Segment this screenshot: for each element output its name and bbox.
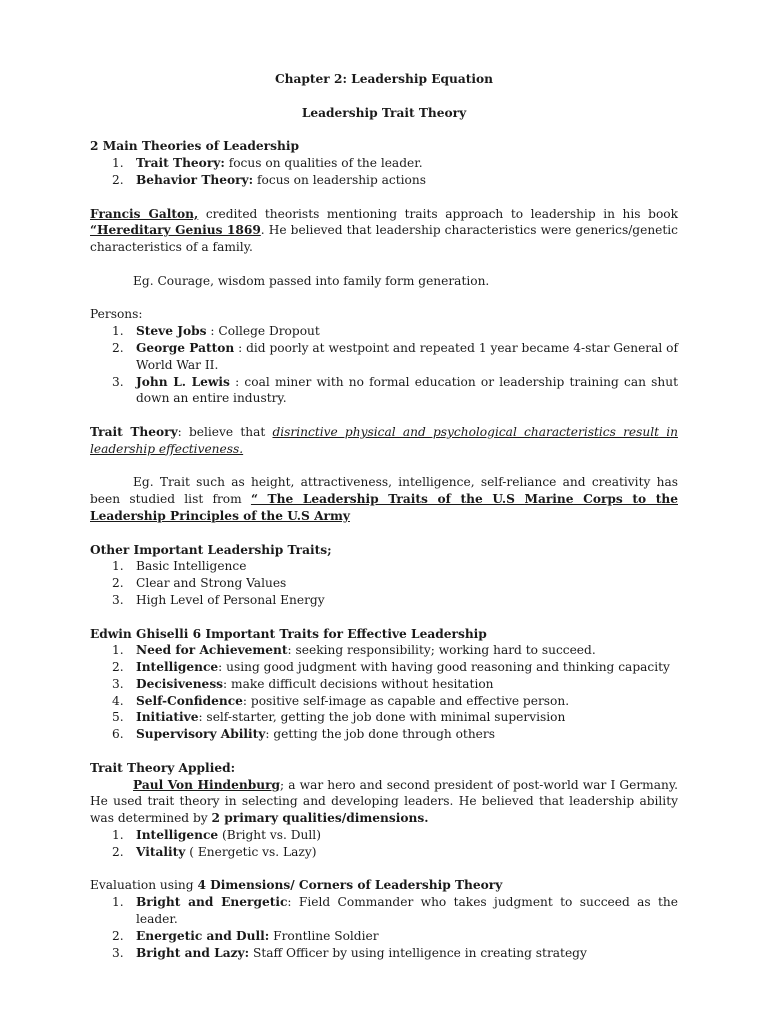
galton-example: Eg. Courage, wisdom passed into family form generation. — [133, 273, 490, 288]
persons-list — [90, 323, 678, 407]
galton-paragraph: Francis Galton, credited theorists mentioning traits approach to leadership in his book “Hereditary Genius 1869. He believed that leadership characteristics were generics/genetic characteristics of a family. — [90, 206, 678, 255]
applied-heading: Trait Theory Applied: — [90, 760, 236, 775]
list-item: 1. Trait Theory: focus on qualities of the leader. — [112, 156, 423, 171]
list-item: 3. John L. Lewis : coal miner with no formal education or leadership training can shut down an entire industry. — [112, 374, 678, 406]
ghiselli-heading: Edwin Ghiselli 6 Important Traits for Effective Leadership — [90, 626, 487, 641]
list-item: 2. Clear and Strong Values — [112, 576, 287, 591]
list-item: 2. Vitality ( Energetic vs. Lazy) — [112, 844, 317, 859]
list-item: 2. Intelligence: using good judgment with having good reasoning and thinking capacity — [112, 660, 670, 675]
list-item: 3. Bright and Lazy: Staff Officer by using intelligence in creating strategy — [112, 945, 587, 960]
list-item: 1. Intelligence (Bright vs. Dull) — [112, 828, 321, 843]
list-item: 2. George Patton : did poorly at westpoint and repeated 1 year became 4-star General of World War II. — [112, 340, 678, 372]
other-traits-list — [90, 558, 678, 608]
list-item: 1. Steve Jobs : College Dropout — [112, 324, 320, 339]
list-item: 3. Decisiveness: make difficult decisions without hesitation — [112, 676, 494, 691]
chapter-title: Chapter 2: Leadership Equation — [274, 72, 494, 86]
list-item: 5. Initiative: self-starter, getting the job done with minimal supervision — [112, 710, 566, 725]
evaluation-heading: Evaluation using 4 Dimensions/ Corners of Leadership Theory — [90, 878, 503, 893]
main-theories-heading: 2 Main Theories of Leadership — [90, 139, 299, 154]
list-item: 1. Need for Achievement: seeking responsibility; working hard to succeed. — [112, 643, 596, 658]
evaluation-list — [90, 894, 678, 961]
document-page — [90, 71, 678, 961]
list-item: 1. Bright and Energetic: Field Commander who takes judgment to succeed as the leader. — [112, 895, 678, 927]
list-item: 6. Supervisory Ability: getting the job done through others — [112, 727, 495, 742]
trait-theory-example: Eg. Trait such as height, attractiveness, intelligence, self-reliance and creativity has been studied list from “ The Leadership Traits of the U.S Marine Corps to the Leadership Principles of the U.S Army — [90, 475, 678, 523]
applied-list — [90, 827, 678, 861]
list-item: 4. Self-Confidence: positive self-image as capable and effective person. — [112, 693, 570, 708]
main-theories-list — [90, 155, 678, 189]
ghiselli-list — [90, 642, 678, 743]
section-title: Leadership Trait Theory — [301, 105, 467, 120]
trait-theory-definition: Trait Theory: believe that disrinctive physical and psychological characteristics result in leadership effectiveness. — [90, 424, 678, 456]
list-item: 2. Behavior Theory: focus on leadership actions — [112, 172, 426, 187]
persons-heading: Persons: — [90, 307, 143, 322]
list-item: 3. High Level of Personal Energy — [112, 592, 325, 607]
applied-paragraph: Paul Von Hindenburg; a war hero and second president of post-world war I Germany. He used trait theory in selecting and developing leaders. He believed that leadership ability was determined by 2 primary qualities/dimensions. — [90, 777, 678, 826]
list-item: 2. Energetic and Dull: Frontline Soldier — [112, 928, 379, 943]
list-item: 1. Basic Intelligence — [112, 559, 247, 574]
other-traits-heading: Other Important Leadership Traits; — [90, 542, 332, 557]
